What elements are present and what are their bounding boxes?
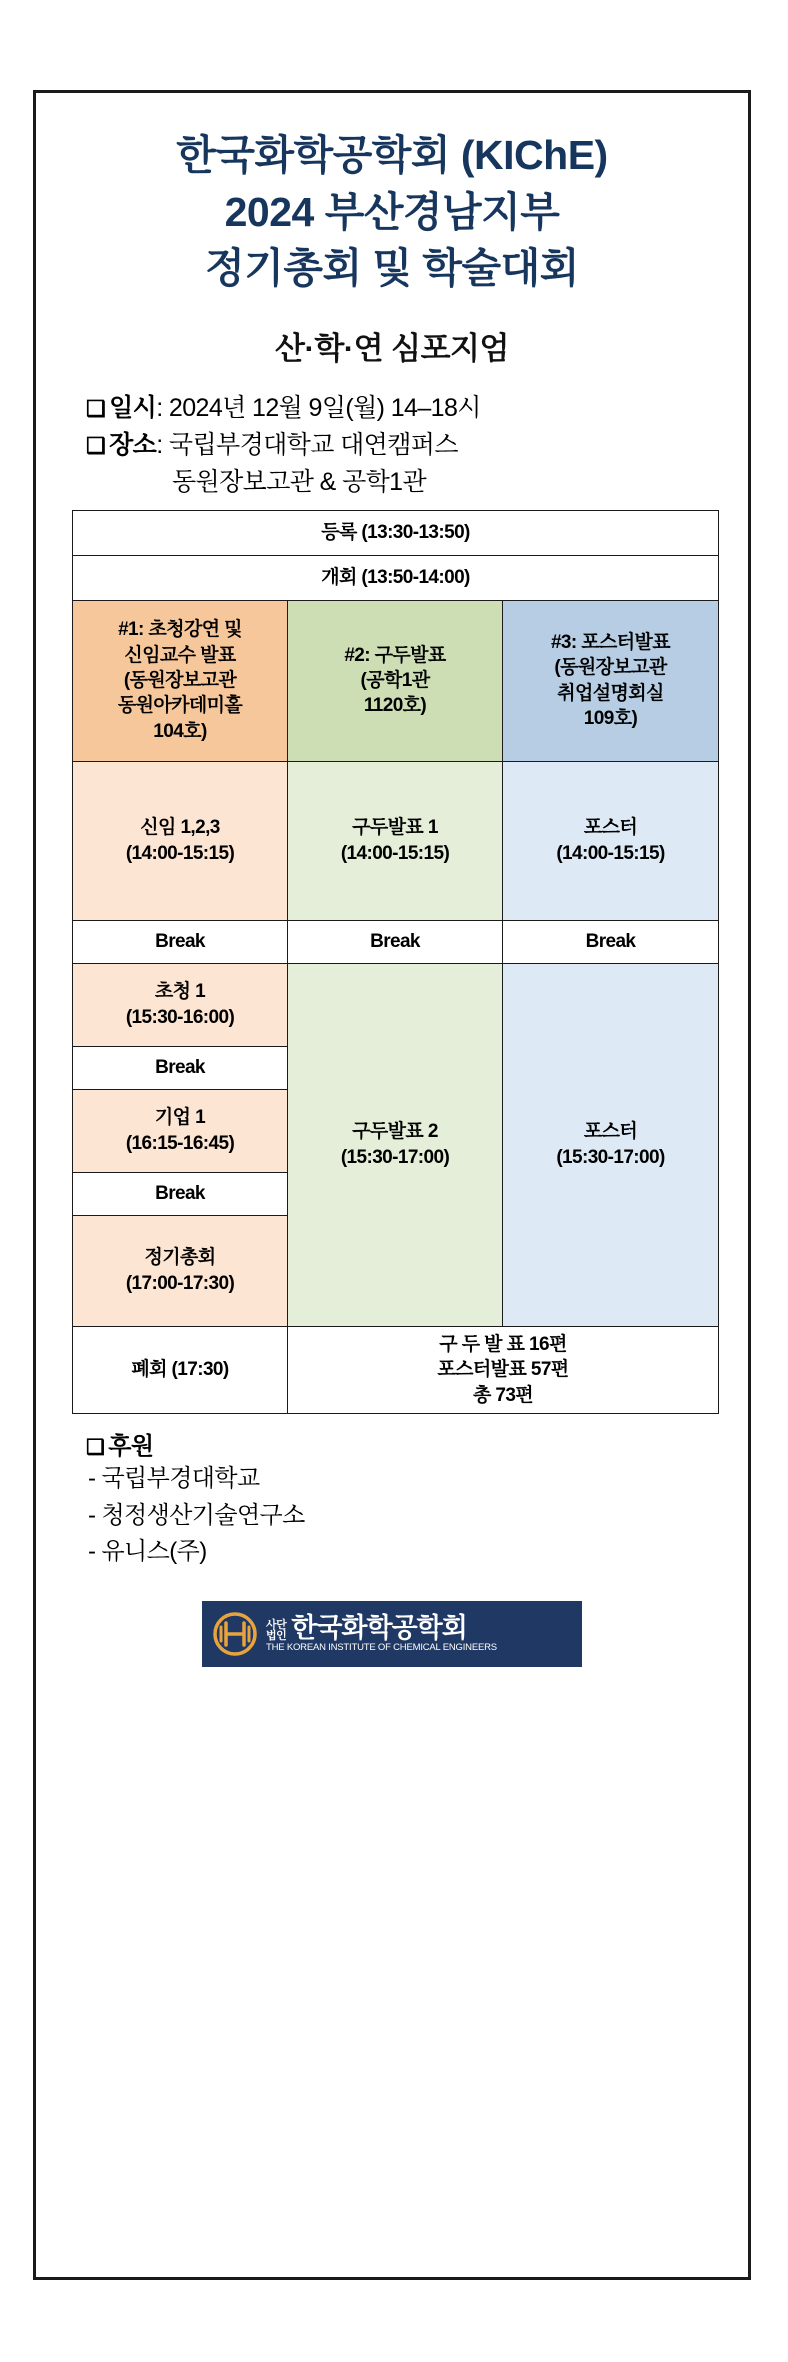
totals-line-1: 구 두 발 표 16편 <box>439 1333 567 1355</box>
totals-line-2: 포스터발표 57편 <box>437 1359 569 1381</box>
table-row <box>73 920 719 963</box>
table-row <box>73 555 719 600</box>
event-date-row <box>86 390 712 428</box>
event-info <box>72 390 712 500</box>
general-meeting-cell <box>73 1215 288 1326</box>
square-bullet-icon: ❑ <box>86 1436 105 1460</box>
break-col2-a: Break <box>288 920 503 963</box>
title-line-2: 2024 부산경남지부 <box>224 188 560 235</box>
row1-col2-line-1: 구두발표 1 <box>352 817 438 839</box>
row1-col1-line-2: (14:00-15:15) <box>125 842 235 864</box>
sponsors-title: 후원 <box>108 1433 154 1461</box>
kiche-logo-text <box>266 1614 497 1652</box>
row1-col2 <box>288 761 503 920</box>
square-bullet-icon: ❑ <box>86 433 106 459</box>
session-2-head-line-2: (공학1관 <box>360 670 430 691</box>
list-item: - 청정생산기술연구소 <box>88 1501 305 1529</box>
table-row <box>73 600 719 761</box>
session-3-head-line-2: (동원장보고관 <box>554 657 667 679</box>
break-col1-a: Break <box>73 920 288 963</box>
table-row <box>73 963 719 1046</box>
registration-cell: 등록 (13:30-13:50) <box>73 510 719 555</box>
row1-col2-line-2: (14:00-15:15) <box>340 842 450 864</box>
session-3-head <box>503 600 719 761</box>
kiche-logo-row <box>266 1614 497 1642</box>
kiche-logo-small-stack <box>266 1620 286 1643</box>
session-1-head-line-4: 동원아카데미홀 <box>117 695 243 717</box>
session-3-head-line-3: 취업설명회실 <box>557 682 664 704</box>
square-bullet-icon: ❑ <box>86 395 106 421</box>
event-date-value: : 2024년 12월 9일(월) 14–18시 <box>156 393 481 422</box>
event-place-value: : 국립부경대학교 대연캠퍼스 <box>156 431 458 460</box>
row1-col3-line-1: 포스터 <box>583 817 638 839</box>
table-row <box>73 510 719 555</box>
closing-cell: 폐회 (17:30) <box>73 1326 288 1413</box>
poster-container <box>33 90 751 2280</box>
session-1-head-line-2: 신임교수 발표 <box>124 644 236 666</box>
list-item: - 국립부경대학교 <box>88 1465 260 1493</box>
break-col3-a: Break <box>503 920 719 963</box>
poster-inner <box>36 93 748 1667</box>
row1-col1 <box>73 761 288 920</box>
row1-col3 <box>503 761 719 920</box>
kiche-emblem-icon <box>212 1611 258 1657</box>
oral-2-line-1: 구두발표 2 <box>352 1121 438 1143</box>
break-col1-c: Break <box>73 1172 288 1215</box>
invited-1-line-2: (15:30-16:00) <box>125 1006 235 1028</box>
session-3-head-line-1: #3: 포스터발표 <box>550 631 671 653</box>
kiche-logo <box>202 1601 582 1667</box>
logo-korean-name: 한국화학공학회 <box>291 1613 467 1644</box>
invited-1-cell <box>73 963 288 1046</box>
session-2-head-line-3: 1120호) <box>363 695 427 717</box>
sponsors-title-row <box>86 1426 712 1461</box>
totals-line-3: 총 73편 <box>472 1384 534 1406</box>
event-date-label: 일시 <box>109 393 157 422</box>
oral-2-line-2: (15:30-17:00) <box>340 1146 450 1168</box>
industry-1-cell <box>73 1089 288 1172</box>
general-meeting-line-1: 정기총회 <box>144 1247 216 1269</box>
logo-area <box>72 1601 712 1667</box>
poster-2-line-2: (15:30-17:00) <box>556 1146 665 1168</box>
break-col1-b: Break <box>73 1046 288 1089</box>
opening-cell: 개회 (13:50-14:00) <box>73 555 719 600</box>
session-2-head-line-1: #2: 구두발표 <box>344 644 446 666</box>
logo-english-name: THE KOREAN INSTITUTE OF CHEMICAL ENGINEERS <box>266 1641 497 1653</box>
industry-1-line-2: (16:15-16:45) <box>125 1132 235 1154</box>
session-1-head <box>73 600 288 761</box>
session-3-head-line-4: 109호) <box>583 708 638 730</box>
general-meeting-line-2: (17:00-17:30) <box>125 1272 235 1294</box>
poster-title <box>72 127 712 297</box>
oral-2-cell <box>288 963 503 1326</box>
title-line-3: 정기총회 및 학술대회 <box>205 245 579 292</box>
list-item: - 유니스(주) <box>88 1538 207 1566</box>
event-place-row <box>86 427 712 465</box>
industry-1-line-1: 기업 1 <box>154 1107 206 1129</box>
session-1-head-line-3: (동원장보고관 <box>123 670 237 691</box>
event-place-value-2: 동원장보고관 & 공학1관 <box>172 467 427 496</box>
session-1-head-line-1: #1: 초청강연 및 <box>118 619 242 641</box>
schedule-table <box>72 510 719 1414</box>
title-line-1: 한국화학공학회 (KIChE) <box>176 132 608 178</box>
table-row <box>73 1326 719 1413</box>
invited-1-line-1: 초청 1 <box>154 981 206 1003</box>
poster-2-cell <box>503 963 719 1326</box>
sponsors-section <box>72 1426 712 1570</box>
poster-subtitle: 산·학·연 심포지엄 <box>275 330 509 366</box>
logo-small-line-1: 사단 <box>266 1618 287 1631</box>
poster-2-line-1: 포스터 <box>583 1121 638 1143</box>
session-2-head <box>288 600 503 761</box>
logo-small-line-2: 법인 <box>266 1630 287 1643</box>
row1-col3-line-2: (14:00-15:15) <box>556 842 665 864</box>
row1-col1-line-1: 신임 1,2,3 <box>140 817 220 839</box>
table-row <box>73 761 719 920</box>
totals-cell <box>288 1326 719 1413</box>
session-1-head-line-5: 104호) <box>153 720 207 742</box>
event-place-label: 장소 <box>109 431 157 460</box>
